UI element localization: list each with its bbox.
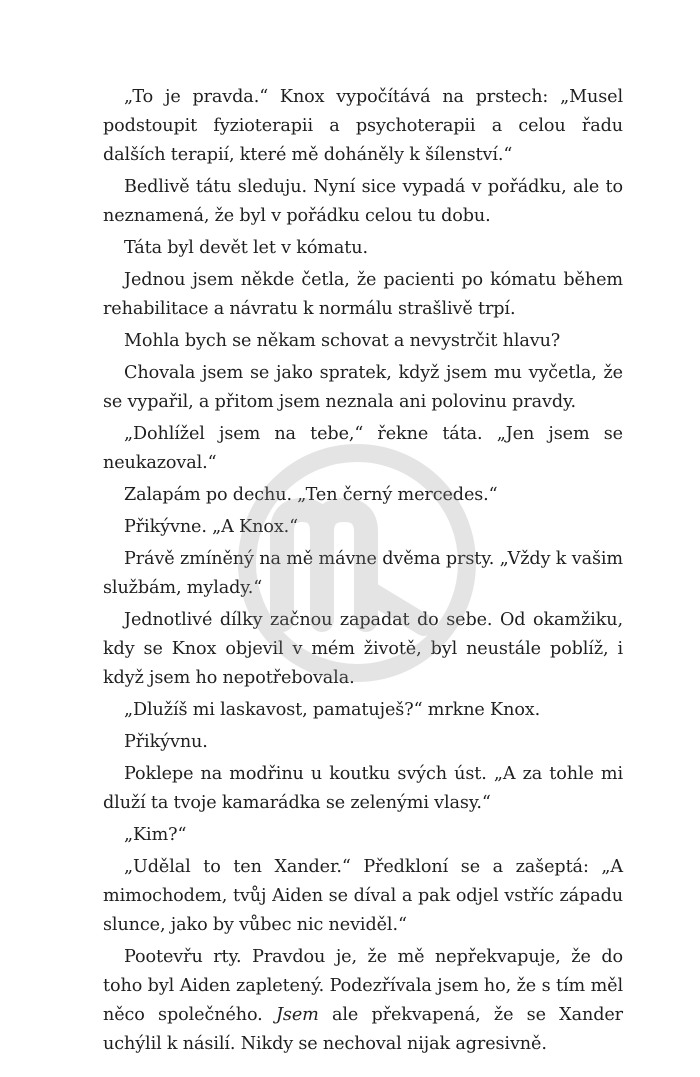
paragraph: Jednou jsem někde četla, že pacienti po kómatu během rehabilitace a návratu k normálu strašlivě trpí. (103, 270, 623, 319)
italic-word: Jsem (275, 1005, 319, 1025)
book-page-text (103, 83, 623, 1059)
paragraph: Mohla bych se někam schovat a nevystrčit hlavu? (124, 331, 561, 351)
paragraph-last (103, 943, 623, 1059)
paragraph: Zalapám po dechu. „Ten černý mercedes.“ (124, 485, 498, 505)
paragraph: „To je pravda.“ Knox vypočítává na prstech: „Musel podstoupit fyzioterapii a psychoterapii a celou řadu dalších terapií, které mě doháněly k šílenství.“ (103, 87, 623, 165)
paragraph: „Kim?“ (124, 825, 187, 845)
paragraph: Poklepe na modřinu u koutku svých úst. „A za tohle mi dluží ta tvoje kamarádka se zelenými vlasy.“ (103, 764, 623, 813)
paragraph: „Udělal to ten Xander.“ Předkloní se a zašeptá: „A mimochodem, tvůj Aiden se díval a pak odjel vstříc západu slunce, jako by vůbec nic neviděl.“ (103, 857, 623, 935)
paragraph: Přikývne. „A Knox.“ (124, 517, 299, 537)
paragraph: Táta byl devět let v kómatu. (124, 238, 368, 258)
paragraph: Přikývnu. (124, 732, 208, 752)
paragraph: Jednotlivé dílky začnou zapadat do sebe. Od okamžiku, kdy se Knox objevil v mém životě, byl neustále poblíž, i když jsem ho nepotřebovala. (103, 610, 623, 688)
paragraph: Právě zmíněný na mě mávne dvěma prsty. „Vždy k vašim službám, mylady.“ (103, 549, 623, 598)
paragraph: „Dlužíš mi laskavost, pamatuješ?“ mrkne Knox. (124, 700, 541, 720)
paragraph-last-tail: ale překvapená, že se Xander uchýlil k násilí. Nikdy se nechoval nijak agresivně. (103, 1005, 623, 1054)
paragraph-last-start: Pootevřu rty. Pravdou je, že mě nepřekvapuje, že do toho byl Aiden zapletený. Podezřívala jsem ho, že s tím měl něco společného. (103, 947, 623, 1025)
paragraph: „Dohlížel jsem na tebe,“ řekne táta. „Jen jsem se neukazoval.“ (103, 424, 623, 473)
paragraph: Chovala jsem se jako spratek, když jsem mu vyčetla, že se vypařil, a přitom jsem neznala ani polovinu pravdy. (103, 363, 623, 412)
paragraph: Bedlivě tátu sleduju. Nyní sice vypadá v pořádku, ale to neznamená, že byl v pořádku celou tu dobu. (103, 177, 623, 226)
